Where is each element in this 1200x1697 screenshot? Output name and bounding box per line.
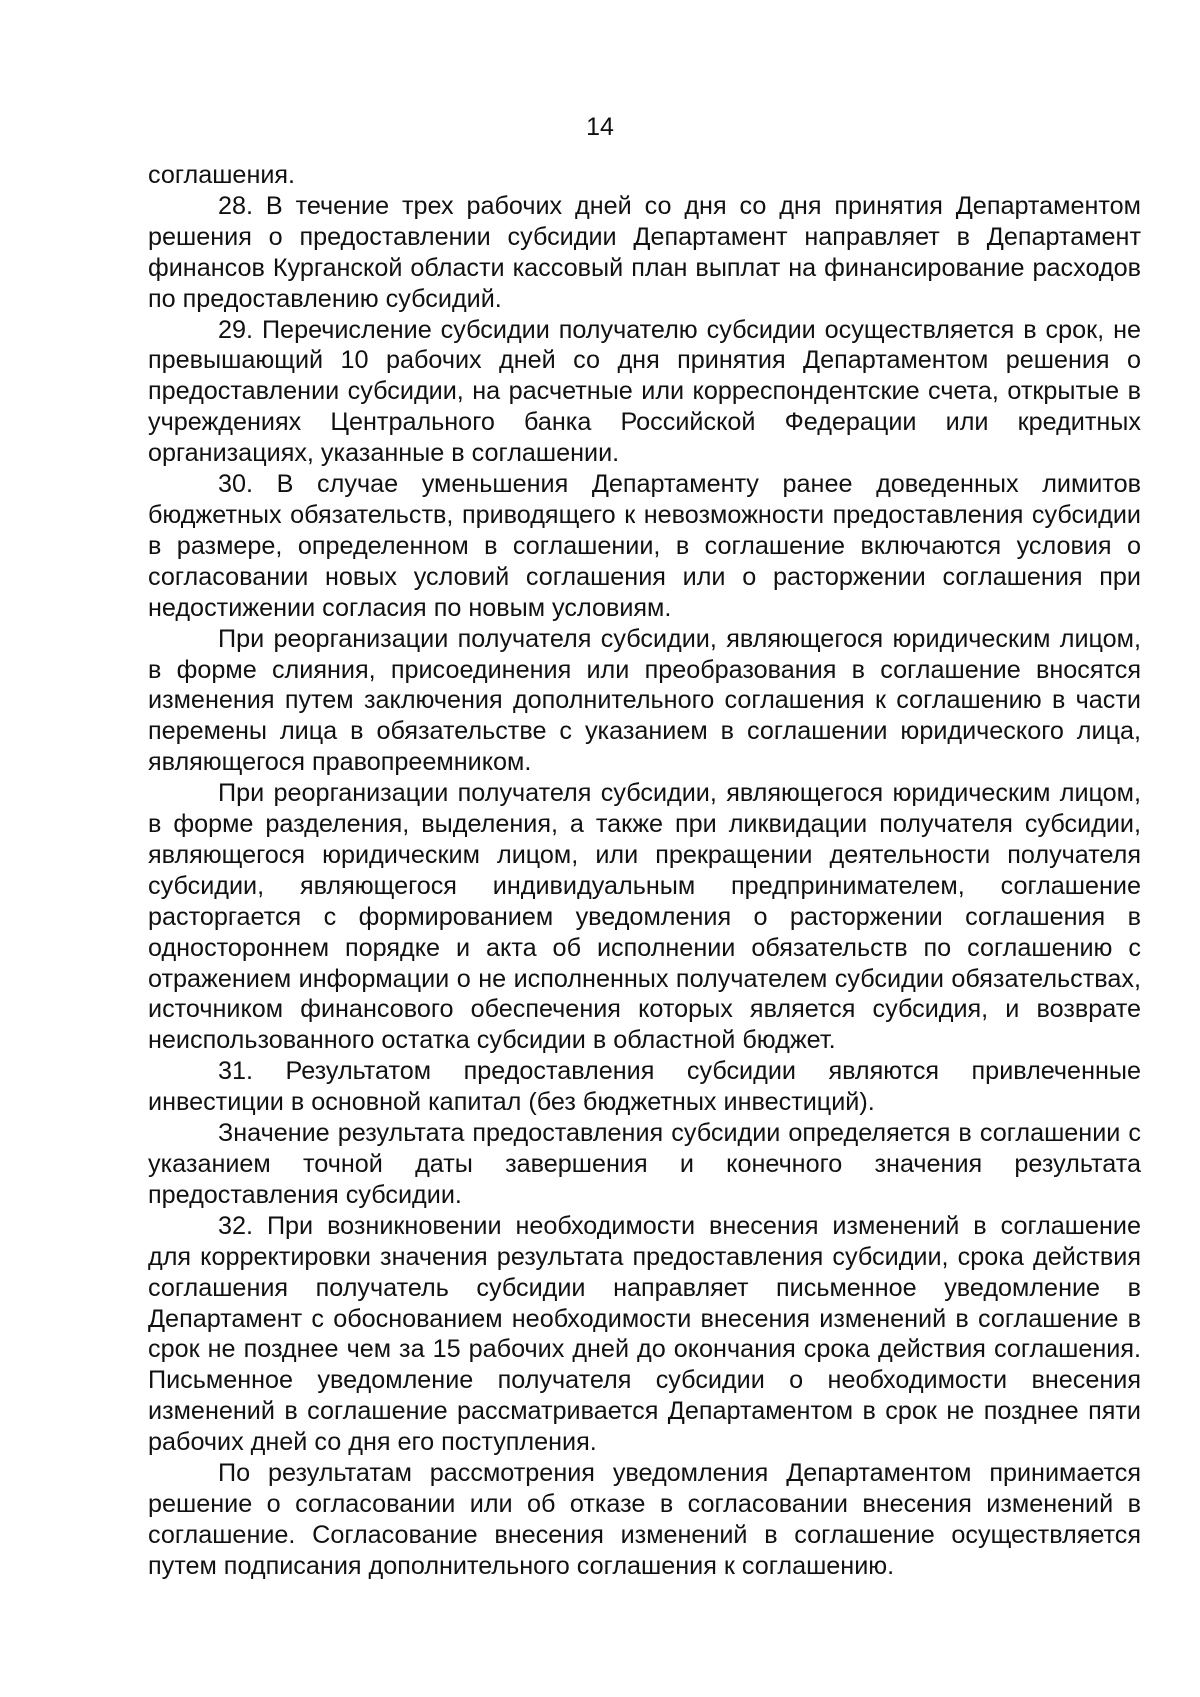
paragraph-item-28: 28. В течение трех рабочих дней со дня со дня принятия Департаментом решения о предоставлении субсидии Департамент направляет в Департамент финансов Курганской области кассовый план выплат на финансирование расходов по предоставлению субсидий. [148, 191, 1141, 313]
paragraph-item-30: 30. В случае уменьшения Департаменту ранее доведенных лимитов бюджетных обязательств, приводящего к невозможности предоставления субсидии в размере, определенном в соглашении, в соглашение включаются условия о согласовании новых условий соглашения или о расторжении соглашения при недостижении согласия по новым условиям. [148, 470, 1141, 622]
paragraph-item-29: 29. Перечисление субсидии получателю субсидии осуществляется в срок, не превышающий 10 рабочих дней со дня принятия Департаментом решения о предоставлении субсидии, на расчетные или корреспондентские счета, открытые в учреждениях Центрального банка Российской Федерации или кредитных организациях, указанные в соглашении. [148, 315, 1141, 468]
paragraph-result-value: Значение результата предоставления субсидии определяется в соглашении с указанием точной даты завершения и конечного значения результата предоставления субсидии. [148, 1119, 1141, 1209]
paragraph-review-results: По результатам рассмотрения уведомления Департаментом принимается решение о согласовании или об отказе в согласовании внесения изменений в соглашение. Согласование внесения изменений в соглашение осуществляется путем подписания дополнительного соглашения к соглашению. [148, 1459, 1141, 1580]
paragraph-reorganization-division: При реорганизации получателя субсидии, являющегося юридическим лицом, в форме разделения, выделения, а также при ликвидации получателя субсидии, являющегося юридическим лицом, или прекращении деятельности получателя субсидии, являющегося индивидуальным предпринимателем, соглашение расторгается с формированием уведомления о расторжении соглашения в одностороннем порядке и акта об исполнении обязательств по соглашению с отражением информации о не исполненных получателем субсидии обязательствах, источником финансового обеспечения которых является субсидия, и возврате неиспользованного остатка субсидии в областной бюджет. [148, 779, 1141, 1055]
page-number: 14 [586, 113, 614, 141]
paragraph-continuation: соглашения. [148, 161, 296, 189]
paragraph-item-32: 32. При возникновении необходимости внесения изменений в соглашение для корректировки значения результата предоставления субсидии, срока действия соглашения получатель субсидии направляет письменное уведомление в Департамент с обоснованием необходимости внесения изменений в соглашение в срок не позднее чем за 15 рабочих дней до окончания срока действия соглашения. Письменное уведомление получателя субсидии о необходимости внесения изменений в соглашение рассматривается Департаментом в срок не позднее пяти рабочих дней со дня его поступления. [148, 1211, 1141, 1457]
paragraph-item-31: 31. Результатом предоставления субсидии являются привлеченные инвестиции в основной капитал (без бюджетных инвестиций). [148, 1057, 1141, 1117]
paragraph-reorganization-merger: При реорганизации получателя субсидии, являющегося юридическим лицом, в форме слияния, присоединения или преобразования в соглашение вносятся изменения путем заключения дополнительного соглашения к соглашению в части перемены лица в обязательстве с указанием в соглашении юридического лица, являющегося правопреемником. [148, 624, 1141, 777]
document-body [148, 160, 1141, 1582]
